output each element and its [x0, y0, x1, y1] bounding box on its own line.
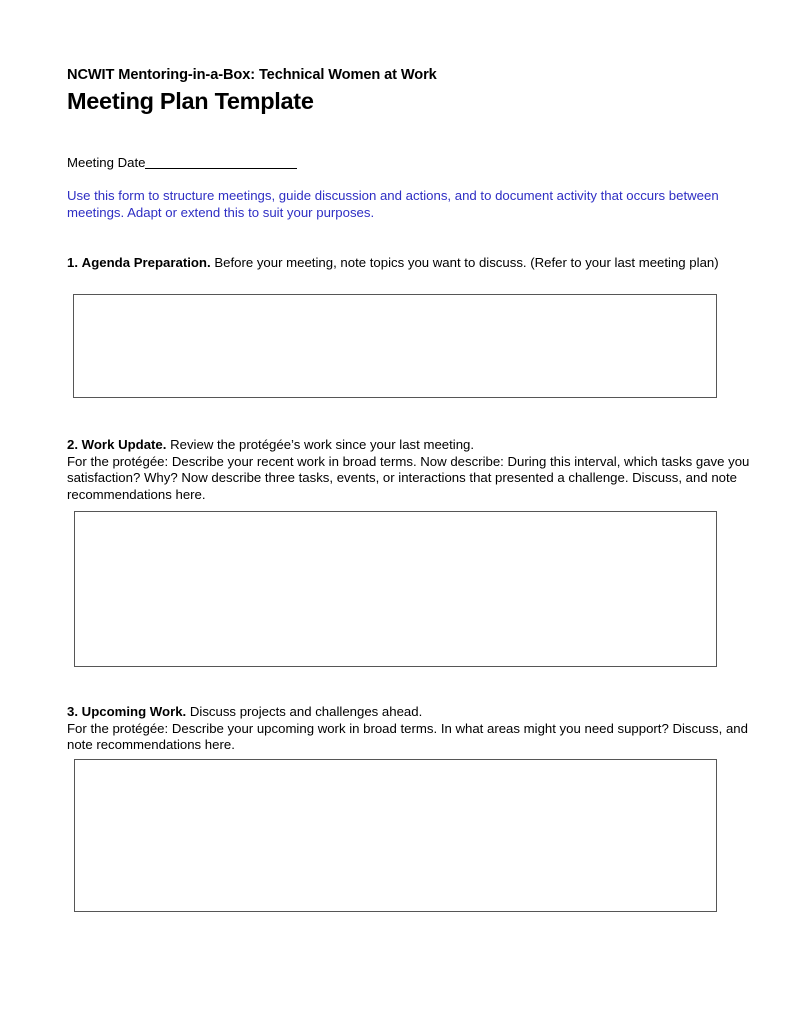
section-3-number: 3. — [67, 704, 78, 719]
section-2-line-2: For the protégée: Describe your recent work in broad terms. Now describe: During this interval, which tasks gave you satisfaction? Why? Now describe three tasks, events, or interactions that presented a challenge. Discuss, and note recommendations here. — [67, 453, 750, 502]
section-work-update — [67, 437, 751, 503]
section-3-text — [67, 704, 751, 754]
section-2-text — [67, 437, 751, 503]
section-1-number: 1. — [67, 255, 78, 270]
page-title: Meeting Plan Template — [67, 88, 314, 114]
section-agenda-preparation — [67, 255, 751, 272]
meeting-date-label: Meeting Date — [67, 155, 146, 170]
section-1-body: Before your meeting, note topics you want to discuss. (Refer to your last meeting plan) — [210, 255, 719, 270]
document-header — [67, 66, 767, 115]
document-kicker: NCWIT Mentoring-in-a-Box: Technical Women at Work — [67, 67, 437, 83]
section-2-number: 2. — [67, 437, 78, 452]
meeting-date-underline[interactable] — [145, 168, 297, 169]
section-3-body: Discuss projects and challenges ahead. — [186, 704, 423, 719]
meeting-date-field[interactable] — [67, 154, 297, 171]
answer-box-agenda-preparation[interactable] — [73, 294, 717, 398]
section-3-heading: Upcoming Work. — [81, 704, 187, 719]
section-1-text — [67, 255, 751, 272]
answer-box-upcoming-work[interactable] — [74, 759, 717, 912]
section-2-heading: Work Update. — [81, 437, 167, 452]
section-upcoming-work — [67, 704, 751, 754]
section-2-body: Review the protégée’s work since your last meeting. — [166, 437, 475, 452]
section-1-heading: Agenda Preparation. — [81, 255, 211, 270]
answer-box-work-update[interactable] — [74, 511, 717, 667]
section-2-line-1 — [67, 437, 751, 454]
intro-instructions: Use this form to structure meetings, guide discussion and actions, and to document activity that occurs between meetings. Adapt or extend this to suit your purposes. — [67, 188, 719, 220]
section-3-line-2: For the protégée: Describe your upcoming work in broad terms. In what areas might you need support? Discuss, and note recommendations here. — [67, 720, 748, 753]
section-3-line-1 — [67, 704, 751, 721]
